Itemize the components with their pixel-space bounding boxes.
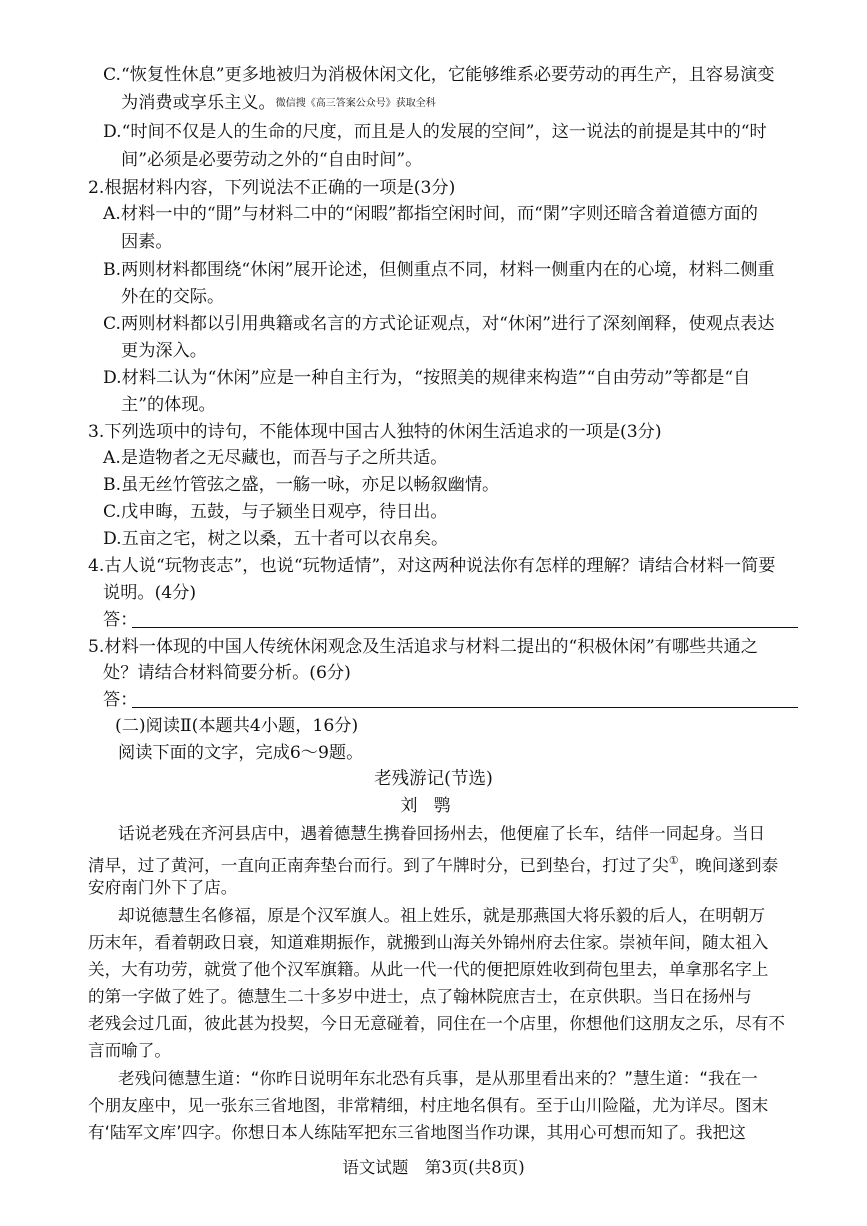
story-p2-line5: 老残会过几面，彼此甚为投契，今日无意碰着，同住在一个店里，你想他们这朋友之乐，尽有不: [88, 1014, 785, 1033]
story-p2-line4: 的第一字做了姓了。德慧生二十多岁中进士，点了翰林院庶吉士，在京供职。当日在扬州与: [88, 987, 752, 1006]
q2-option-c-line2: 更为深入。: [121, 341, 207, 361]
q5-stem-line2: 处？请结合材料简要分析。(6分): [103, 663, 351, 683]
story-p1-line1: 话说老残在齐河县店中，遇着德慧生携眷回扬州去，他便雇了长车，结伴一同起身。当日: [118, 824, 766, 843]
passage-author: 刘鹗: [400, 796, 467, 816]
q5-answer-label: 答：: [103, 690, 138, 710]
q1-option-c-line2: [121, 90, 436, 117]
q4-answer-label: 答：: [103, 610, 138, 630]
q2-option-b-line1: B.两则材料都围绕“休闲”展开论述，但侧重点不同，材料一侧重内在的心境，材料二侧重: [103, 260, 775, 280]
page-footer: 语文试题 第3页(共8页): [342, 1158, 525, 1177]
story-p3-line2: 个朋友座中，见一张东三省地图，非常精细，村庄地名俱有。至于山川险隘，尤为详尽。图末: [88, 1096, 769, 1115]
story-p3-line1: 老残问德慧生道：“你昨日说明年东北恐有兵事，是从那里看出来的？”慧生道：“我在一: [118, 1069, 758, 1088]
q1-option-c-line1: C.“恢复性休息”更多地被归为消极休闲文化，它能够维系必要劳动的再生产，且容易演变: [103, 65, 775, 85]
story-p1-line3: 安府南门外下了店。: [88, 878, 238, 897]
story-p2-line3: 关，大有功劳，就赏了他个汉军旗籍。从此一代一代的便把原姓收到荷包里去，单拿那名字上: [88, 960, 769, 979]
story-p2-line2: 历末年，看着朝政日衰，知道难期振作，就搬到山海关外锦州府去住家。崇祯年间，随太祖入: [88, 933, 769, 952]
q3-stem: 3.下列选项中的诗句，不能体现中国古人独特的休闲生活追求的一项是(3分): [88, 422, 662, 442]
q5-answer-line[interactable]: [132, 707, 798, 708]
q2-option-b-line2: 外在的交际。: [121, 287, 225, 307]
q2-stem: 2.根据材料内容，下列说法不正确的一项是(3分): [88, 178, 456, 198]
q3-option-b: B.虽无丝竹管弦之盛，一觞一咏，亦足以畅叙幽情。: [103, 475, 500, 495]
q3-option-d: D.五亩之宅，树之以桑，五十者可以衣帛矣。: [103, 529, 449, 549]
story-p2-line1: 却说德慧生名修福，原是个汉军旗人。祖上姓乐，就是那燕国大将乐毅的后人，在明朝万: [118, 906, 766, 925]
q4-answer-line[interactable]: [132, 627, 798, 628]
q3-option-a: A.是造物者之无尽藏也，而吾与子之所共适。: [103, 448, 448, 468]
q2-option-c-line1: C.两则材料都以引用典籍或名言的方式论证观点，对“休闲”进行了深刻阐释，使观点表达: [103, 314, 775, 334]
watermark-text: 微信搜《高三答案公众号》获取全科: [275, 98, 436, 109]
q1-option-d-line1: D.“时间不仅是人的生命的尺度，而且是人的发展的空间”，这一说法的前提是其中的“时: [103, 122, 767, 142]
story-p1-line2a: 清早，过了黄河，一直向正南奔垫台而行。到了午牌时分，已到垫台，打过了尖: [88, 856, 669, 875]
q1-option-c-line2-text: 为消费或享乐主义。: [121, 93, 276, 113]
q2-option-a-line2: 因素。: [121, 232, 173, 252]
story-p2-line6: 言而喻了。: [88, 1041, 171, 1060]
q4-stem-line1: 4.古人说“玩物丧志”，也说“玩物适情”，对这两种说法你有怎样的理解？请结合材料一简要: [88, 556, 776, 576]
section2-heading: (二)阅读Ⅱ(本题共4小题，16分): [115, 716, 359, 736]
story-p3-line3: 有‘陆军文库’四字。你想日本人练陆军把东三省地图当作功课，其用心可想而知了。我把这: [88, 1123, 746, 1142]
q4-stem-line2: 说明。(4分): [103, 583, 197, 603]
section2-instruction: 阅读下面的文字，完成6～9题。: [118, 743, 364, 763]
q2-option-d-line2: 主”的体现。: [121, 395, 216, 415]
q2-option-a-line1: A.材料一中的“閒”与材料二中的“闲暇”都指空闲时间，而“閑”字则还暗含着道德方面的: [103, 204, 758, 224]
q5-stem-line1: 5.材料一体现的中国人传统休闲观念及生活追求与材料二提出的“积极休闲”有哪些共通之: [88, 637, 758, 657]
q3-option-c: C.戊申晦，五鼓，与子颍坐日观亭，待日出。: [103, 502, 448, 522]
footnote-marker: ①: [668, 854, 679, 867]
passage-title: 老残游记(节选): [374, 769, 493, 789]
q1-option-d-line2: 间”必须是必要劳动之外的“自由时间”。: [121, 150, 423, 170]
q2-option-d-line1: D.材料二认为“休闲”应是一种自主行为，“按照美的规律来构造”“自由劳动”等都是“自: [103, 368, 751, 388]
story-p1-line2b: ，晚间遂到泰: [678, 856, 779, 875]
